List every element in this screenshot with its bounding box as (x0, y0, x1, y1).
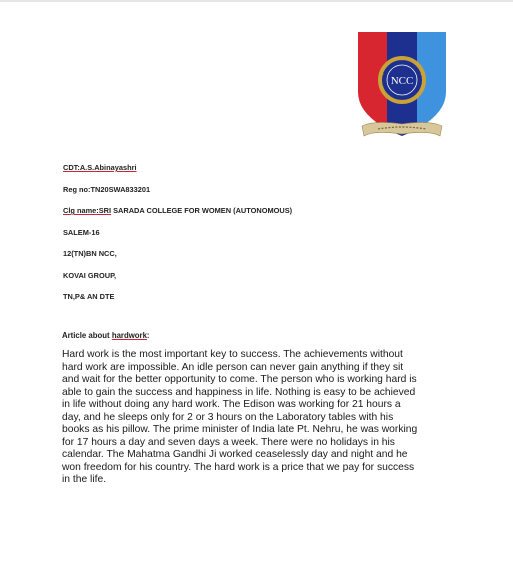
group-line: KOVAI GROUP, (63, 270, 117, 280)
college-line (63, 205, 443, 227)
cadet-name-line (63, 162, 443, 184)
cadet-name: CDT:A.S.Abinayashri (63, 163, 137, 172)
article-heading-prefix: Article about (62, 331, 112, 340)
article-heading (62, 331, 150, 340)
directorate-line: TN,P& AN DTE (63, 292, 115, 301)
ncc-emblem-icon (354, 26, 450, 144)
reg-no-line (63, 184, 443, 206)
college-prefix: Clg name:SRI (63, 206, 112, 215)
article-body: Hard work is the most important key to success. The achievements without hard work are impossible. An idle person can never gain anything if they sit and wait for the better opportunity to come. The person who is working hard is able to gain the success and happiness in life. Nothing is easy to be achieved in life without doing any hard work. The Edison was working for 21 hours a day, and he sleeps only for 2 or 3 hours on the Laboratory tables with his books as his pillow. The prime minister of India late Pt. Nehru, he was working for 17 hours a day and seven days a week. There were no holidays in his calendar. The Mahatma Gandhi Ji worked ceaselessly day and night and he won freedom for his country. The hard work is a price that we pay for success in the life. (62, 349, 418, 485)
battalion-line: 12(TN)BN NCC, (63, 249, 117, 258)
ncc-emblem-text: NCC (390, 75, 414, 87)
city-line: SALEM-16 (63, 227, 100, 237)
college-name: SARADA COLLEGE FOR WOMEN (AUTONOMOUS) (111, 206, 293, 215)
cadet-details (63, 162, 443, 313)
article-heading-suffix: : (146, 331, 150, 340)
article-heading-word: hardwork (111, 331, 147, 340)
reg-no: Reg no:TN20SWA833201 (63, 184, 151, 194)
